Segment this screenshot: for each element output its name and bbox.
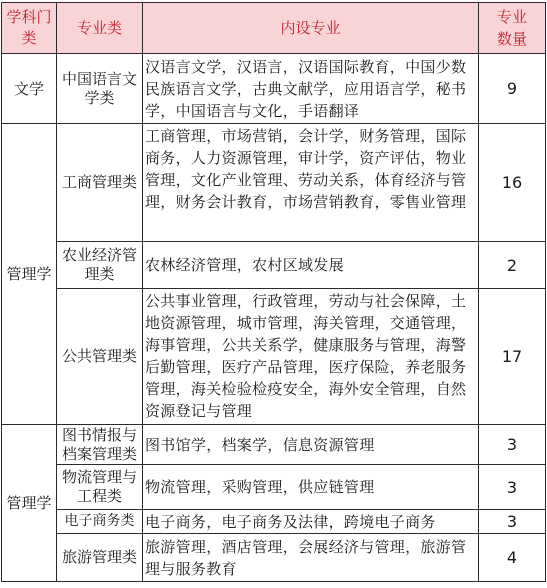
table-row [2,425,546,465]
header-category: 学科门类 [2,3,57,54]
majors-cell: 旅游管理，酒店管理，会展经济与管理，旅游管理与服务教育 [143,534,479,582]
category-cell: 管理学 [2,124,57,425]
class-cell: 物流管理与工程类 [57,465,143,510]
count-cell: 3 [479,510,546,534]
count-cell: 3 [479,425,546,465]
table-row [2,289,546,425]
majors-cell: 汉语言文学，汉语言，汉语国际教育，中国少数民族语言文学，古典文献学，应用语言学，秘书学，中国语言与文化，手语翻译 [143,54,479,124]
table-row [2,124,546,242]
class-cell: 公共管理类 [57,289,143,425]
class-cell: 中国语言文学类 [57,54,143,124]
category-cell: 文学 [2,54,57,124]
majors-table [1,2,546,582]
table-row [2,54,546,124]
majors-cell: 物流管理，采购管理，供应链管理 [143,465,479,510]
count-cell: 2 [479,242,546,289]
count-cell: 16 [479,124,546,242]
class-cell: 工商管理类 [57,124,143,242]
class-cell: 电子商务类 [57,510,143,534]
header-count: 专业数量 [479,3,546,54]
table-row [2,465,546,510]
count-cell: 9 [479,54,546,124]
count-cell: 17 [479,289,546,425]
class-cell: 旅游管理类 [57,534,143,582]
majors-cell: 农林经济管理，农村区域发展 [143,242,479,289]
majors-cell: 公共事业管理，行政管理，劳动与社会保障，土地资源管理，城市管理，海关管理，交通管理，海事管理，公共关系学，健康服务与管理，海警后勤管理，医疗产品管理，医疗保险，养老服务管理，海关检验检疫安全，海外安全管理，自然资源登记与管理 [143,289,479,425]
header-row [2,3,546,54]
class-cell: 农业经济管理类 [57,242,143,289]
class-cell: 图书情报与档案管理类 [57,425,143,465]
count-cell: 4 [479,534,546,582]
majors-cell: 工商管理，市场营销，会计学，财务管理，国际商务，人力资源管理，审计学，资产评估，物业管理，文化产业管理、劳动关系，体育经济与管理，财务会计教育，市场营销教育，零售业管理 [143,124,479,242]
header-class: 专业类 [57,3,143,54]
majors-cell: 电子商务，电子商务及法律，跨境电子商务 [143,510,479,534]
table-row [2,534,546,582]
header-majors: 内设专业 [143,3,479,54]
category-cell: 管理学 [2,425,57,582]
count-cell: 3 [479,465,546,510]
majors-cell: 图书馆学，档案学，信息资源管理 [143,425,479,465]
table-row [2,510,546,534]
table-row [2,242,546,289]
